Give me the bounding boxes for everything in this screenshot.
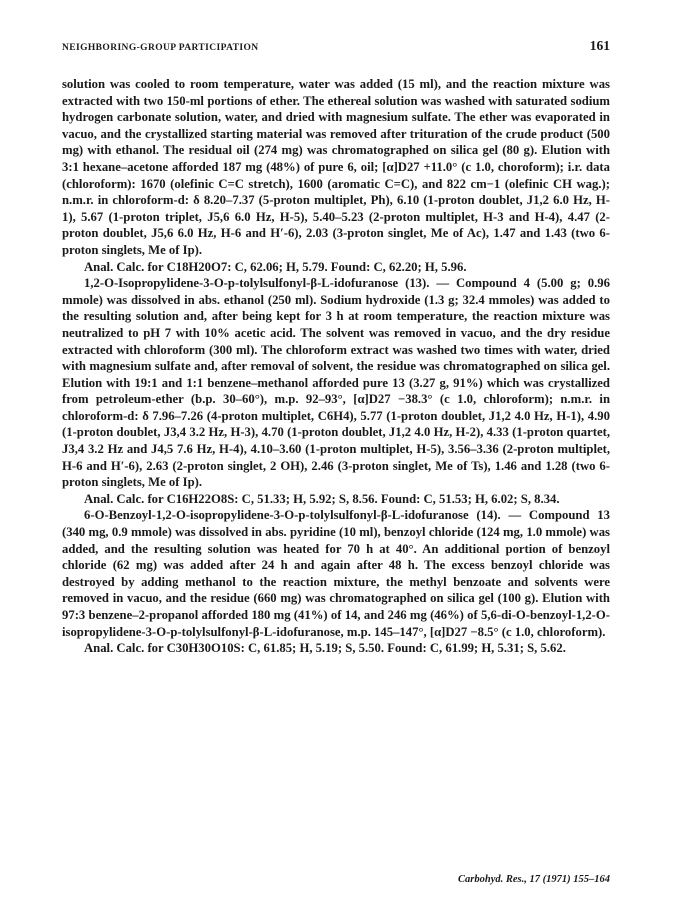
- paragraph-analysis-13: Anal. Calc. for C16H22O8S: C, 51.33; H, 5.92; S, 8.56. Found: C, 51.53; H, 6.02; S, 8.34.: [84, 491, 560, 506]
- paragraph-analysis-6: Anal. Calc. for C18H20O7: C, 62.06; H, 5.79. Found: C, 62.20; H, 5.96.: [84, 259, 467, 274]
- page-number: 161: [589, 38, 610, 53]
- journal-citation: Carbohyd. Res., 17 (1971) 155–164: [458, 874, 610, 885]
- paragraph-analysis-14: Anal. Calc. for C30H30O10S: C, 61.85; H, 5.19; S, 5.50. Found: C, 61.99; H, 5.31; S, 5.62.: [84, 641, 566, 656]
- running-title: NEIGHBORING-GROUP PARTICIPATION: [62, 43, 259, 53]
- paragraph-compound-14: 6-O-Benzoyl-1,2-O-isopropylidene-3-O-p-tolylsulfonyl-β-L-idofuranose (14). — Compound 13 (340 mg, 0.9 mmole) was dissolved in abs. pyridine (10 ml), benzoyl chloride (124 mg, 1.0 mmole) was added, and the resulting solution was heated for 70 h at 40°. An additional portion of benzoyl chloride (62 mg) was added after 24 h and again after 48 h. The excess benzoyl chloride was destroyed by adding methanol to the reaction mixture, the methyl benzoate and solvents were removed in vacuo, and the residue (660 mg) was chromatographed on silica gel (100 g). Elution with 97:3 benzene–2-propanol afforded 180 mg (41%) of 14, and 246 mg (46%) of 5,6-di-O-benzoyl-1,2-O-isopropylidene-3-O-p-tolylsulfonyl-β-L-idofuranose, m.p. 145–147°, [α]D27 −8.5° (c 1.0, chloroform).: [62, 508, 610, 639]
- document-page: [62, 38, 610, 657]
- running-head: [62, 38, 610, 58]
- paragraph-continuation: solution was cooled to room temperature, water was added (15 ml), and the reaction mixture was extracted with two 150-ml portions of ether. The ethereal solution was washed with saturated sodium hydrogen carbonate solution, water, and dried with magnesium sulfate. The ether was evaporated in vacuo, and the crystallized starting material was removed after trituration of the crude product (500 mg) with ethanol. The residual oil (274 mg) was chromatographed on silica gel (80 g). Elution with 3:1 hexane–acetone afforded 187 mg (48%) of pure 6, oil; [α]D27 +11.0° (c 1.0, choroform); i.r. data (chloroform): 1670 (olefinic C=C stretch), 1600 (aromatic C=C), and 822 cm−1 (olefinic CH wag.); n.m.r. in chloroform-d: δ 8.20–7.37 (5-proton multiplet, Ph), 6.10 (1-proton doublet, J1,2 6.0 Hz, H-1), 5.67 (1-proton triplet, J5,6 6.0 Hz, H-5), 5.40–5.23 (2-proton multiplet, H-3 and H-4), 4.47 (2-proton doublet, J5,6 6.0 Hz, H-6 and H′-6), 2.03 (3-proton singlet, Me of Ac), 1.47 and 1.43 (two 6-proton singlets, Me of Ip).: [62, 77, 610, 257]
- body-text: [62, 76, 610, 657]
- paragraph-compound-13: 1,2-O-Isopropylidene-3-O-p-tolylsulfonyl-β-L-idofuranose (13). — Compound 4 (5.00 g; 0.96 mmole) was dissolved in abs. ethanol (250 ml). Sodium hydroxide (1.3 g; 32.4 mmoles) was added to the resulting solution and, after being kept for 3 h at room temperature, the reaction mixture was neutralized to pH 7 with 10% acetic acid. The solvent was removed in vacuo, and the dry residue extracted with chloroform (300 ml). The chloroform extract was washed two times with water, dried with magnesium sulfate and, after removal of solvent, the residue was chromatographed on silica gel. Elution with 19:1 and 1:1 benzene–methanol afforded pure 13 (3.27 g, 91%) which was crystallized from petroleum-ether (b.p. 30–60°), m.p. 92–93°, [α]D27 −38.3° (c 1.0, chloroform); n.m.r. in chloroform-d: δ 7.96–7.26 (4-proton multiplet, C6H4), 5.77 (1-proton doublet, J1,2 4.0 Hz, H-1), 4.90 (1-proton doublet, J3,4 3.2 Hz, H-3), 4.70 (1-proton doublet, J1,2 4.0 Hz, H-2), 4.33 (1-proton quartet, J3,4 3.2 Hz and J4,5 7.6 Hz, H-4), 4.10–3.60 (1-proton multiplet, H-5), 3.56–3.36 (2-proton multiplet, H-6 and H′-6), 2.63 (2-proton singlet, 2 OH), 2.46 (3-proton singlet, Me of Ts), 1.46 and 1.28 (two 6-proton singlets, Me of Ip).: [62, 276, 610, 490]
